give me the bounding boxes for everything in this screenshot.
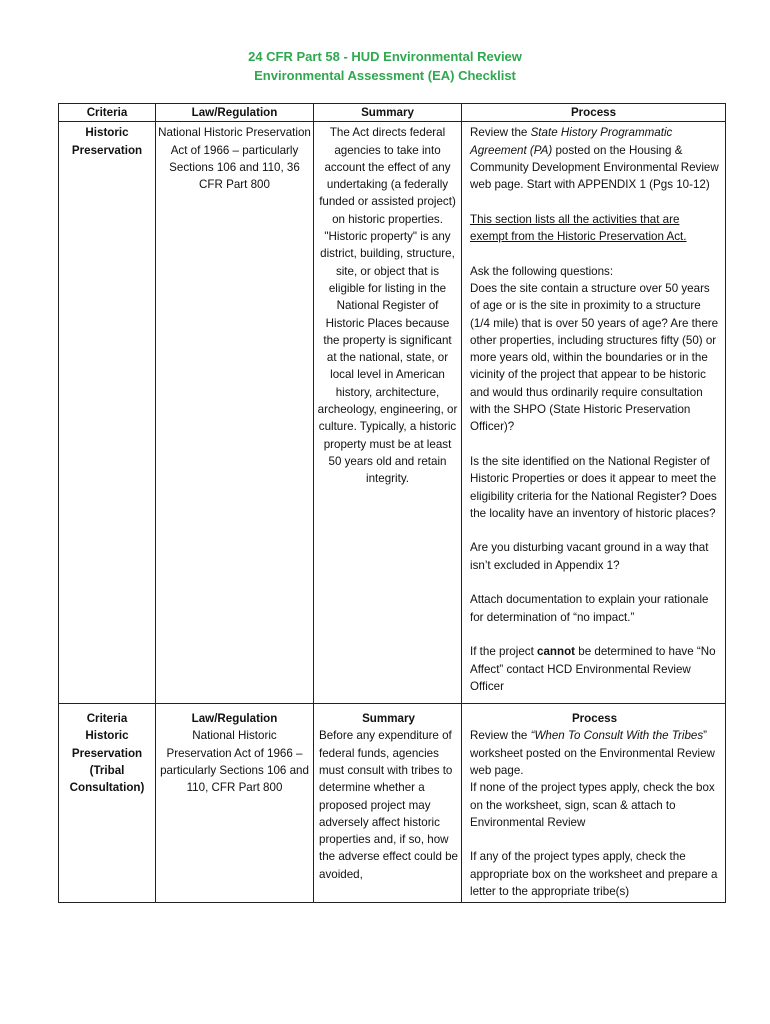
row1-p1-text-a: Review the [470,126,531,140]
row1-p1-text-b: posted on the Housing & Community Development Environmental Review web page. Start with APPENDIX 1 (Pgs 10-12) [470,143,719,192]
row1-p7-text-b: be determined to have “No Affect” contact HCD Environmental Review Officer [470,645,716,693]
row2-law [156,704,314,903]
row2-criteria [59,704,156,903]
row2-p1-text-a: Review the [470,729,531,743]
row2-process-p1 [470,727,719,831]
row2-criteria-line2: Preservation [71,746,143,760]
row2-p1-text-b: ” worksheet posted on the Environmental Review web page. [470,729,715,777]
title-line-1: 24 CFR Part 58 - HUD Environmental Review [248,49,522,64]
row2-criteria-line1: Historic [85,729,129,743]
row2-criteria-line4: Consultation) [69,781,145,795]
row2-process-head: Process [571,712,618,726]
row2-law-text: National Historic Preservation Act of 1966 – particularly Sections 106 and 110, CFR Part 800 [160,729,309,795]
row1-process [462,122,726,704]
row1-p7-text-a: If the project [470,645,538,659]
header-process: Process [462,104,726,122]
row2-criteria-line3: (Tribal [89,763,125,777]
row1-criteria-line2: Preservation [71,143,143,157]
row2-p1-italic: “When To Consult With the Tribes [530,729,704,743]
row1-process-p7 [470,643,719,695]
title-line-2: Environmental Assessment (EA) Checklist [254,68,516,83]
document-title [0,47,770,85]
row2-law-head: Law/Regulation [191,712,278,726]
checklist-table [58,103,726,903]
row1-process-exempt-note: This section lists all the activities that are exempt from the Historic Preservation Act. [470,212,687,244]
row1-p7-bold: cannot [537,645,576,659]
header-law: Law/Regulation [156,104,314,122]
row1-p3-heading: Ask the following questions: [470,264,614,278]
row2-process-p2: If any of the project types apply, check the appropriate box on the worksheet and prepare a letter to the appropriate tribe(s) [470,850,718,899]
header-row [59,104,726,122]
row1-process-p6: Attach documentation to explain your rationale for determination of “no impact.” [470,593,709,624]
row1-law: National Historic Preservation Act of 1966 – particularly Sections 106 and 110, 36 CFR Part 800 [156,122,314,704]
row2-criteria-head: Criteria [86,712,128,726]
row1-p3-body: Does the site contain a structure over 50 years of age or is the site in proximity to a structure (1/4 mile) that is over 50 years of age? Are there other properties, including structures fifty (50) or more years old, within the boundaries or in the vicinity of the project that appear to be historic and would thus ordinarily require consultation with the SHPO (State Historic Preservation Officer)? [470,281,719,434]
row1-summary: The Act directs federal agencies to take into account the effect of any undertaking (a federally funded or assisted project) on historic properties. "Historic property" is any district, building, structure, site, or object that is eligible for listing in the National Register of Historic Places because the property is significant at the national, state, or local level in American history, architecture, archeology, engineering, or culture. Typically, a historic property must be at least 50 years old and retain integrity. [314,122,462,704]
row-tribal-consultation [59,704,726,903]
row2-p1-text-c: If none of the project types apply, check the box on the worksheet, sign, scan & attach to Environmental Review [470,781,715,829]
row1-process-questions [470,263,719,436]
row2-summary-text: Before any expenditure of federal funds, agencies must consult with tribes to determine whether a proposed project may adversely affect historic properties and, if so, how the adverse effect could be avoided, [319,729,459,881]
row1-process-p5: Are you disturbing vacant ground in a way that isn’t excluded in Appendix 1? [470,541,709,572]
row2-process [462,704,726,903]
header-summary: Summary [314,104,462,122]
row2-summary-head: Summary [362,712,415,726]
row1-p1-italic: State History Programmatic Agreement (PA) [470,126,673,157]
row2-summary [314,704,462,903]
row1-process-p1 [470,124,719,193]
row-historic-preservation [59,122,726,704]
row1-criteria-line1: Historic [85,126,129,140]
row1-criteria [59,122,156,704]
row1-process-p4: Is the site identified on the National Register of Historic Properties or does it appear to meet the eligibility criteria for the National Register? Does the locality have an inventory of historic places? [470,454,717,520]
header-criteria: Criteria [59,104,156,122]
